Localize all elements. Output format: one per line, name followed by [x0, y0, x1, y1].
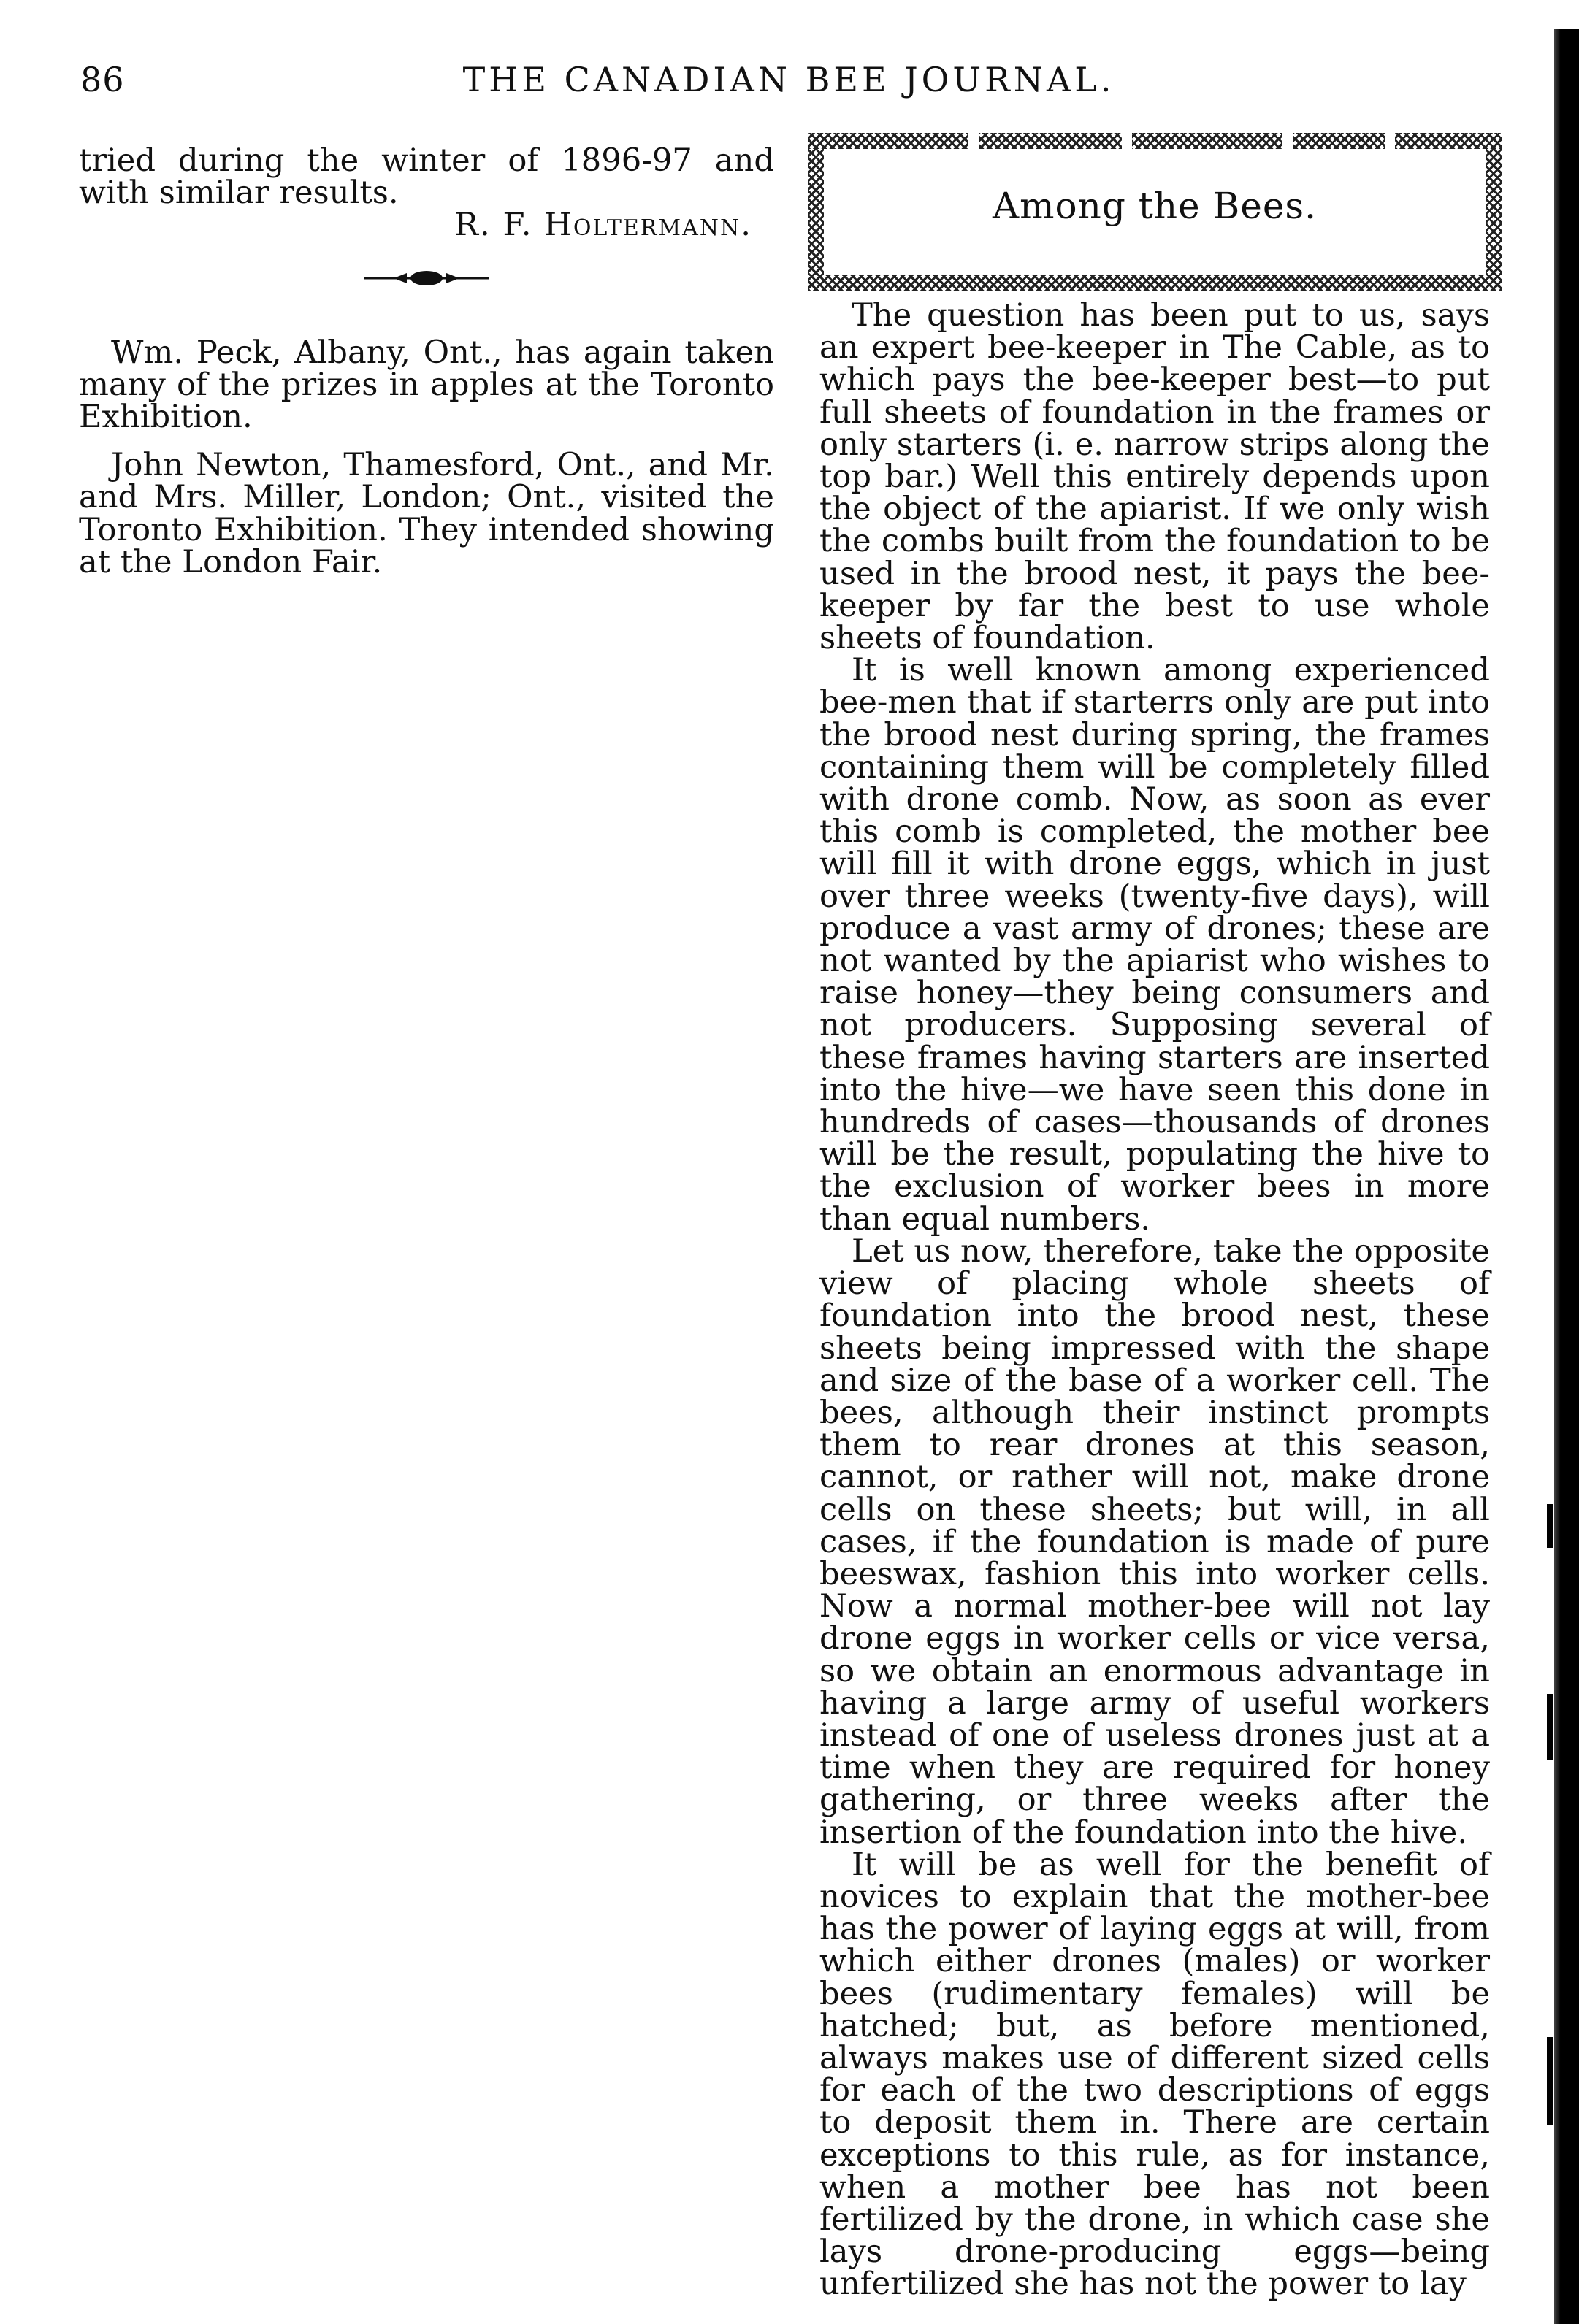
signature-name: R. F. Holtermann.: [454, 207, 752, 244]
section-heading: Among the Bees.: [993, 185, 1317, 227]
left-column: [79, 142, 774, 580]
section-divider-ornament: [79, 256, 774, 300]
article-signature: [79, 207, 752, 244]
article-paragraph: The question has been put to us, says an expert bee-keeper in The Cable, as to which pays the bee-keeper best—to put full sheets of foundation in the frames or only starters (i. e. narrow strips along the top bar.) Well this entirely depends upon the object of the apiarist. If we only wish the combs built from the foundation to be used in the brood nest, it pays the bee-keeper by far the best to use whole sheets of foundation.: [819, 297, 1490, 657]
scan-edge-shadow: [1554, 29, 1579, 2324]
ornamental-border-bottom: [808, 275, 1502, 291]
article-paragraph: It will be as well for the benefit of novices to explain that the mother-bee has the power of laying eggs at will, from which either drones (males) or worker bees (rudimentary females) will be hatched; but, as before mentioned, always makes use of different sized cells for each of the two descriptions of eggs to deposit them in. There are certain exceptions to this rule, as for instance, when a mother bee has not been fertilized by the drone, in which case she lays drone-producing eggs—being unfertilized she has not the power to lay: [819, 1846, 1490, 2303]
right-column: [819, 145, 1490, 2301]
journal-title: THE CANADIAN BEE JOURNAL.: [462, 60, 1115, 99]
scan-edge-mark: [1547, 1504, 1553, 1548]
scan-edge-mark: [1547, 2037, 1553, 2125]
article-paragraph: tried during the winter of 1896-97 and with similar results.: [79, 142, 774, 212]
page-number: 86: [80, 60, 125, 99]
news-note: Wm. Peck, Albany, Ont., has again taken many of the prizes in apples at the Toronto Exhibition.: [79, 334, 774, 436]
ornamental-border-top: [808, 133, 1502, 149]
article-paragraph: It is well known among experienced bee-men that if starterrs only are put into the brood nest during spring, the frames containing them will be completely filled with drone comb. Now, as soon as ever this comb is completed, the mother bee will fill it with drone eggs, which in just over three weeks (twenty-five days), will produce a vast army of drones; these are not wanted by the apiarist who wishes to raise honey—they being consumers and not producers. Supposing several of these frames having starters are inserted into the hive—we have seen this done in hundreds of cases—thousands of drones will be the result, populating the hive to the exclusion of worker bees in more than equal numbers.: [819, 652, 1490, 1238]
divider-ornament-icon: [364, 267, 489, 289]
page-header: [73, 60, 1505, 118]
article-paragraph: Let us now, therefore, take the opposite view of placing whole sheets of foundation into the brood nest, these sheets being impressed with the shape and size of the base of a worker cell. The bees, although their instinct prompts them to rear drones at this season, cannot, or rather will not, make drone cells on these sheets; but will, in all cases, if the foundation is made of pure beeswax, fashion this into worker cells. Now a normal mother-bee will not lay drone eggs in worker cells or vice versa, so we obtain an enormous advantage in having a large army of useful workers instead of one of useless drones just at a time when they are required for honey gathering, or three weeks after the insertion of the foundation into the hive.: [819, 1232, 1490, 1851]
news-note: John Newton, Thamesford, Ont., and Mr. and Mrs. Miller, London; Ont., visited the Toronto Exhibition. They intended showing at the London Fair.: [79, 447, 774, 580]
section-heading-box: [808, 133, 1502, 291]
scan-edge-mark: [1547, 1694, 1553, 1760]
